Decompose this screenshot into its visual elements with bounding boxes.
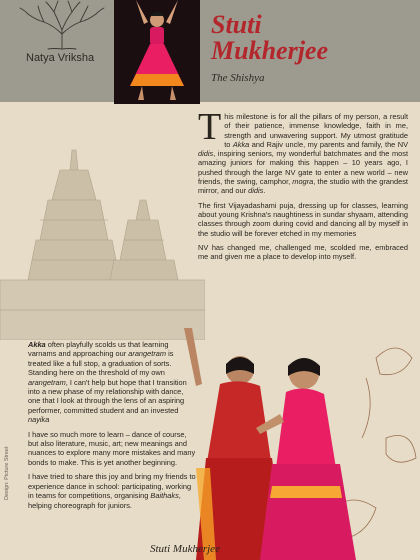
article-column-left [28,340,196,515]
drop-cap: T [198,106,222,148]
title-last-name: Mukherjee [211,36,328,65]
design-credit: Design: Picture Street [4,446,10,500]
header-band [0,0,420,102]
article-column-right [198,106,409,266]
paragraph: The first Vijayadashami puja, dressing up for classes, learning about young Krishna's naughtiness in sundar shyaam, attending classes through zoom during covid and dancing all by myself in the studio will be forever etched in my memories [198,200,408,238]
paragraph: Akka often playfully scolds us that learning varnams and approaching our arangetram is treated like a full stop, a graduation of sorts. Standing here on the threshold of my own arangetram, I can't help but hope that I transition into a new phase of my relationship with dance, one that I look at through the lens of an aspiring performer, committed student and an invested nayika [28,340,187,425]
org-name: Natya Vriksha [26,52,95,64]
title-first-name: Stuti [211,10,262,39]
signature: Stuti Mukherjee [150,543,220,555]
page-title [211,12,411,64]
temple-illustration [0,140,205,340]
paragraph: This milestone is for all the pillars of my person, a result of their patience, immense knowledge, faith in me, strength and unwavering support. My utmost gratitude to Akka and Rajiv uncle, my parents and family, the NV didis, inspiring seniors, my wonderful batchmates and the most amazing juniors for making this happen – 10 years ago, I pushed through the large NV gate to enter a new world – new friends, the swing, camphor, mogra, the studio with the grandest mirror, and our didis. [198,106,409,196]
paragraph: NV has changed me, challenged me, scolded me, embraced me and given me a place to develop into myself. [198,242,408,262]
paragraph: I have so much more to learn – dance of course, but also literature, music, art; new meanings and nuances to explore many more mistakes and many bonds to make. This is yet another beginning. [28,429,196,467]
dancer-photo [114,0,200,104]
subtitle: The Shishya [211,72,265,84]
paragraph: I have tried to share this joy and bring my friends to experience dance in school: participating, working in teams for competitions, organising Baithaks, helping choreograph for juniors. [28,472,196,510]
guru-shishya-photo [176,318,420,560]
tree-logo-icon [14,0,110,50]
